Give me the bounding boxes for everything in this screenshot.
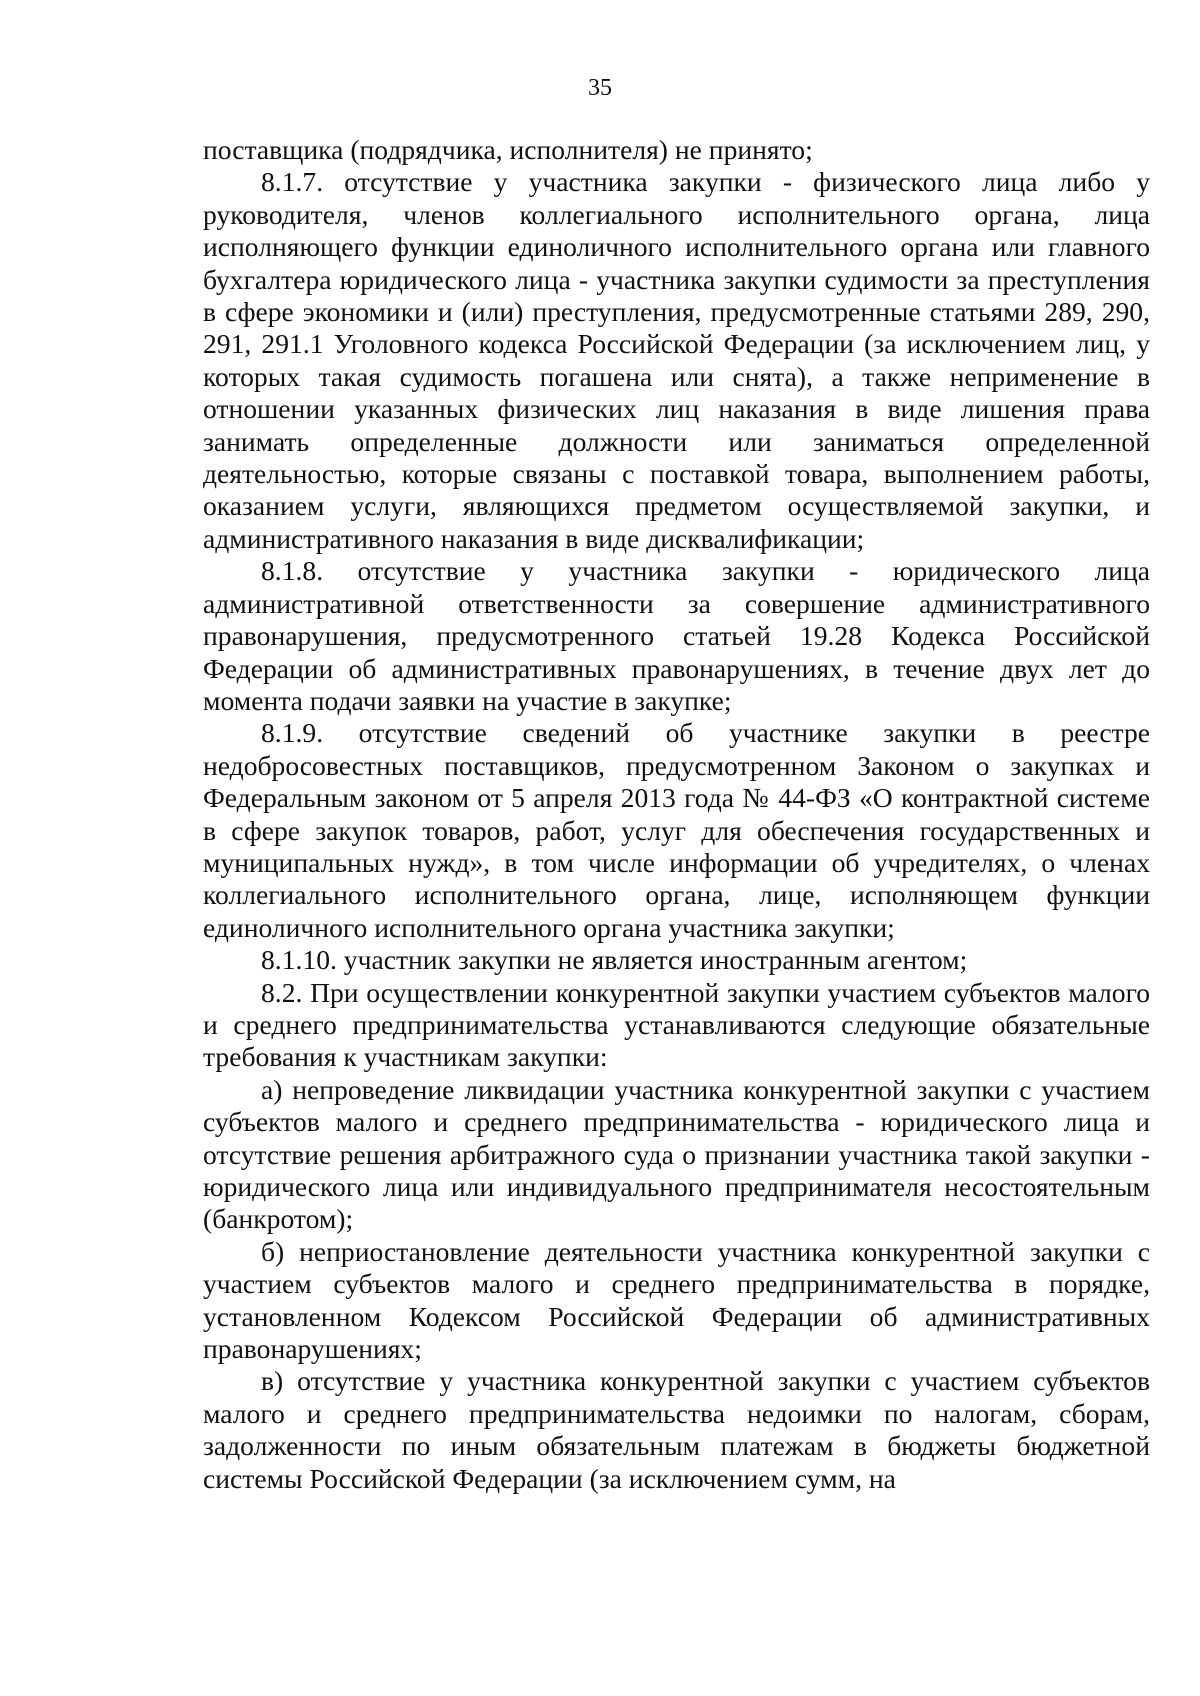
paragraph-item-b: б) неприостановление деятельности участника конкурентной закупки с участием субъектов малого и среднего предпринимательства в порядке, установленном Кодексом Российской Федерации об административных правонарушениях; [203,1235,1150,1365]
paragraph-item-v: в) отсутствие у участника конкурентной закупки с участием субъектов малого и среднего предпринимательства недоимки по налогам, сборам, задолженности по иным обязательным платежам в бюджеты бюджетной системы Российской Федерации (за исключением сумм, на [203,1365,1150,1494]
paragraph-8-2: 8.2. При осуществлении конкурентной закупки участием субъектов малого и среднего предпринимательства устанавливаются следующие обязательные требования к участникам закупки: [203,976,1150,1073]
paragraph-item-a: а) непроведение ликвидации участника конкурентной закупки с участием субъектов малого и среднего предпринимательства - юридического лица и отсутствие решения арбитражного суда о признании участника такой закупки - юридического лица или индивидуального предпринимателя несостоятельным (банкротом); [203,1073,1150,1235]
paragraph-8-1-9: 8.1.9. отсутствие сведений об участнике закупки в реестре недобросовестных поставщиков, предусмотренном Законом о закупках и Федеральным законом от 5 апреля 2013 года № 44-ФЗ «О контрактной системе в сфере закупок товаров, работ, услуг для обеспечения государственных и муниципальных нужд», в том числе информации об учредителях, о членах коллегиального исполнительного органа, лице, исполняющем функции единоличного исполнительного органа участника закупки; [203,717,1150,943]
document-body [203,134,1150,1495]
paragraph-continuation: поставщика (подрядчика, исполнителя) не принято; [203,134,813,165]
paragraph-8-1-7: 8.1.7. отсутствие у участника закупки - физического лица либо у руководителя, членов коллегиального исполнительного органа, лица исполняющего функции единоличного исполнительного органа или главного бухгалтера юридического лица - участника закупки судимости за преступления в сфере экономики и (или) преступления, предусмотренные статьями 289, 290, 291, 291.1 Уголовного кодекса Российской Федерации (за исключением лиц, у которых такая судимость погашена или снята), а также неприменение в отношении указанных физических лиц наказания в виде лишения права занимать определенные должности или заниматься определенной деятельностью, которые связаны с поставкой товара, выполнением работы, оказанием услуги, являющихся предметом осуществляемой закупки, и административного наказания в виде дисквалификации; [203,166,1150,554]
paragraph-8-1-8: 8.1.8. отсутствие у участника закупки - юридического лица административной ответственности за совершение административного правонарушения, предусмотренного статьей 19.28 Кодекса Российской Федерации об административных правонарушениях, в течение двух лет до момента подачи заявки на участие в закупке; [203,555,1150,716]
paragraph-8-1-10: 8.1.10. участник закупки не является иностранным агентом; [261,944,968,976]
page-number: 35 [588,75,612,101]
